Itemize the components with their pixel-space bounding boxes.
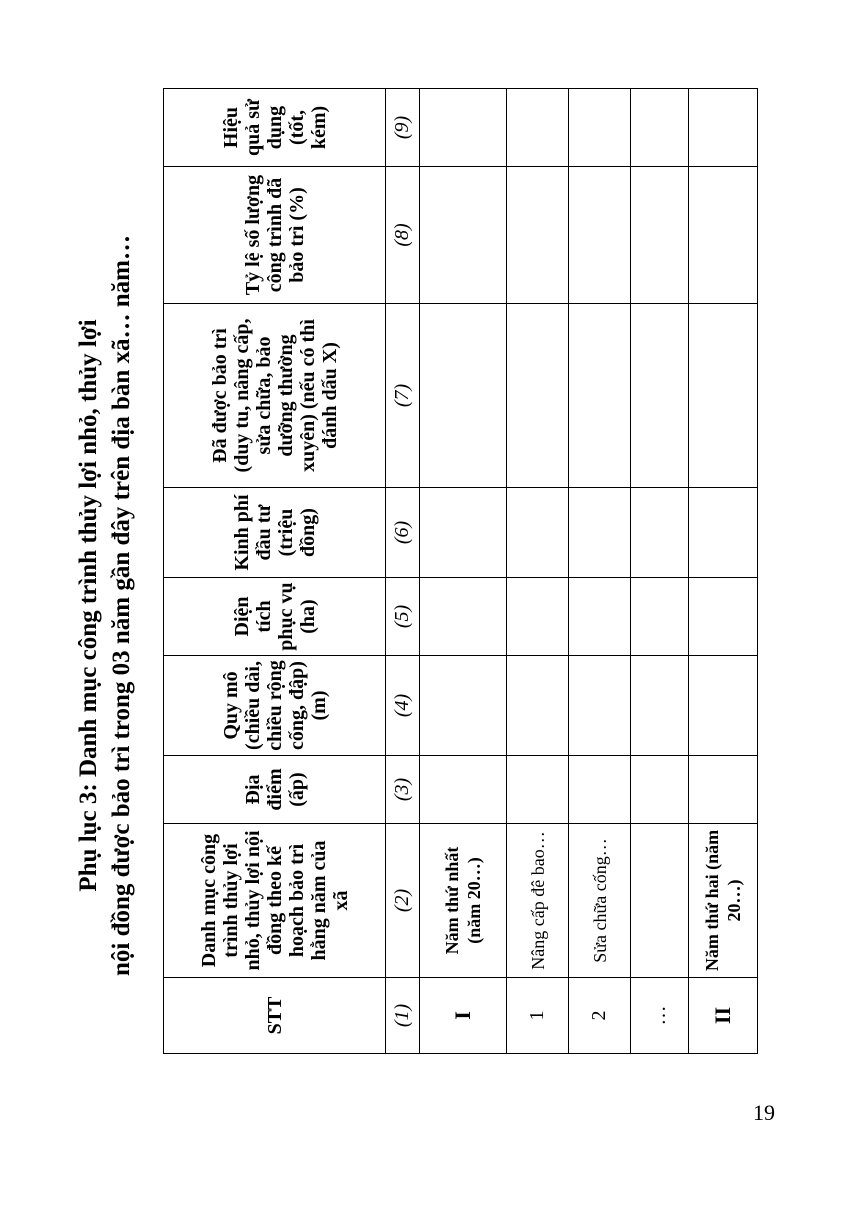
column-number-5: (5)	[386, 578, 420, 656]
table-row	[631, 89, 689, 1054]
empty-cell	[420, 756, 507, 824]
empty-cell	[420, 578, 507, 656]
header-danh-muc: Danh mục công trình thủy lợi nhỏ, thủy lợi nội đồng theo kế hoạch bảo trì hằng năm của xã	[164, 824, 386, 978]
empty-cell	[507, 304, 569, 488]
empty-cell	[507, 488, 569, 578]
header-row	[164, 89, 386, 1054]
empty-cell	[569, 167, 631, 304]
empty-cell	[569, 488, 631, 578]
empty-cell	[689, 488, 758, 578]
header-dien-tich: Diện tích phục vụ (ha)	[164, 578, 386, 656]
empty-cell	[420, 488, 507, 578]
empty-cell	[631, 304, 689, 488]
empty-cell	[689, 89, 758, 167]
header-kinh-phi: Kinh phí đầu tư (triệu đồng)	[164, 488, 386, 578]
empty-cell	[569, 578, 631, 656]
empty-cell	[507, 578, 569, 656]
header-ty-le: Tỷ lệ số lượng công trình đã bảo trì (%)	[164, 167, 386, 304]
column-number-row	[386, 89, 420, 1054]
column-number-1: (1)	[386, 978, 420, 1054]
empty-cell	[631, 656, 689, 756]
row-name: Năm thứ hai (năm 20…)	[689, 824, 758, 978]
empty-cell	[631, 578, 689, 656]
empty-cell	[569, 656, 631, 756]
column-number-4: (4)	[386, 656, 420, 756]
column-number-8: (8)	[386, 167, 420, 304]
maintenance-table	[163, 88, 758, 1054]
column-number-2: (2)	[386, 824, 420, 978]
header-bao-tri: Đã được bảo trì (duy tu, nâng cấp, sửa chữa, bảo dưỡng thường xuyên) (nếu có thì đánh dấu X)	[164, 304, 386, 488]
empty-cell	[507, 656, 569, 756]
empty-cell	[420, 167, 507, 304]
header-dia-diem: Địa điểm (ấp)	[164, 756, 386, 824]
empty-cell	[569, 756, 631, 824]
column-number-9: (9)	[386, 89, 420, 167]
empty-cell	[569, 89, 631, 167]
empty-cell	[689, 756, 758, 824]
row-stt: II	[689, 978, 758, 1054]
column-number-6: (6)	[386, 488, 420, 578]
empty-cell	[507, 167, 569, 304]
header-hieu-qua: Hiệu quả sử dụng (tốt, kém)	[164, 89, 386, 167]
title-line-1: Phụ lục 3: Danh mục công trình thủy lợi nhỏ, thủy lợi	[75, 319, 102, 892]
empty-cell	[507, 756, 569, 824]
empty-cell	[631, 89, 689, 167]
empty-cell	[631, 167, 689, 304]
empty-cell	[420, 656, 507, 756]
row-name	[631, 824, 689, 978]
empty-cell	[689, 167, 758, 304]
row-name: Năm thứ nhất (năm 20…)	[420, 824, 507, 978]
empty-cell	[569, 304, 631, 488]
empty-cell	[507, 89, 569, 167]
empty-cell	[631, 756, 689, 824]
table-row	[420, 89, 507, 1054]
row-stt: …	[631, 978, 689, 1054]
table-row	[569, 89, 631, 1054]
empty-cell	[689, 656, 758, 756]
header-stt: STT	[164, 978, 386, 1054]
row-name: Sửa chữa cống…	[569, 824, 631, 978]
row-stt: 2	[569, 978, 631, 1054]
table-row	[507, 89, 569, 1054]
column-number-7: (7)	[386, 304, 420, 488]
empty-cell	[420, 89, 507, 167]
empty-cell	[631, 488, 689, 578]
header-quy-mo: Quy mô (chiều dài, chiều rộng cống, đập) (m)	[164, 656, 386, 756]
row-stt: I	[420, 978, 507, 1054]
row-name: Nâng cấp đê bao…	[507, 824, 569, 978]
title-line-2: nội đồng được bảo trì trong 03 năm gần đây trên địa bàn xã… năm…	[108, 235, 135, 976]
column-number-3: (3)	[386, 756, 420, 824]
empty-cell	[420, 304, 507, 488]
empty-cell	[689, 578, 758, 656]
empty-cell	[689, 304, 758, 488]
row-stt: 1	[507, 978, 569, 1054]
table-row	[689, 89, 758, 1054]
page-number: 19	[753, 1100, 775, 1125]
